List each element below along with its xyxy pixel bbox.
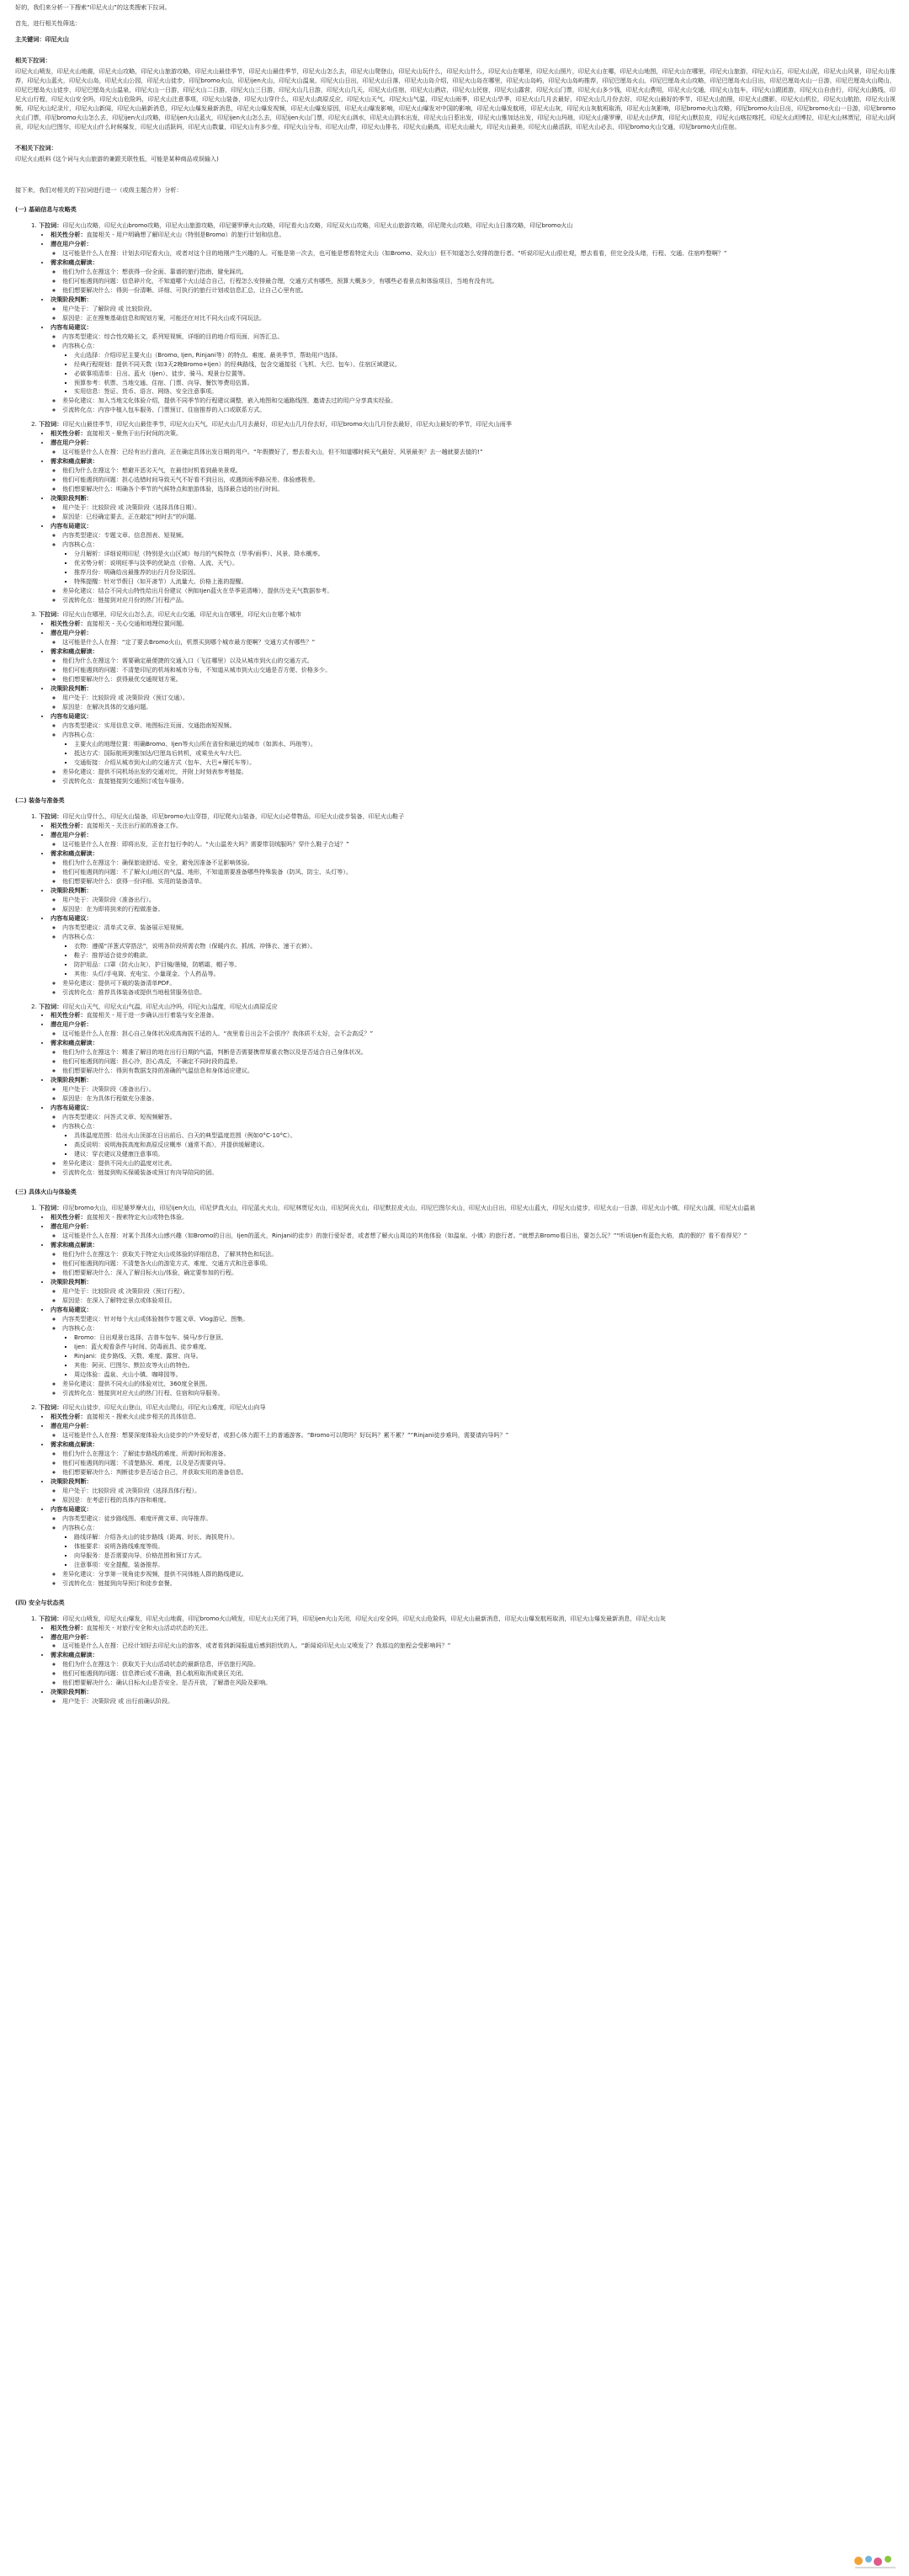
analysis-point bbox=[50, 1278, 896, 1306]
analysis-point-text: 直接相关 - 关心交通和地理位置问题。 bbox=[86, 620, 189, 628]
analysis-point bbox=[50, 647, 896, 684]
main-keyword-value: 印尼火山 bbox=[45, 35, 69, 43]
analysis-point bbox=[50, 629, 896, 647]
analysis-subpoint: ◦ 他们想要解决什么：得到一份清晰、详细、可执行的旅行计划或信息汇总，让自己心里有底。 bbox=[62, 286, 896, 295]
analysis-point bbox=[50, 494, 896, 522]
analysis-point-label: 决策阶段判断： bbox=[50, 1688, 93, 1696]
analysis-subpoint: ◦ 原因是：正在搜集基础信息和规划方案，可能还在对比不同火山或不同玩法。 bbox=[62, 314, 896, 323]
analysis-point bbox=[50, 1422, 896, 1440]
analysis-points bbox=[39, 822, 896, 998]
analysis-point bbox=[50, 914, 896, 998]
analysis-subpoint: ◦ 引流转化点：链接到购买保暖装备或预订有向导陪同的团。 bbox=[62, 1168, 896, 1178]
analysis-point-text: 直接相关 - 用户明确想了解印尼火山（特别是Bromo）的旅行计划和信息。 bbox=[86, 230, 285, 238]
analysis-subpoint: ◦ 用户处于：比较阶段 或 决策阶段（选择具体日期）。 bbox=[62, 503, 896, 513]
analysis-subpoint: ◦ 他们想要解决什么：判断徒步是否适合自己，并获取实用的准备信息。 bbox=[62, 1468, 896, 1477]
analysis-point bbox=[50, 1222, 896, 1241]
analysis-subpoints bbox=[50, 448, 896, 457]
analysis-point-label: 相关性分析： bbox=[50, 620, 87, 628]
analysis-point bbox=[50, 522, 896, 605]
related-heading: 相关下拉词： bbox=[15, 56, 51, 64]
unrelated-note: 印尼火山纸料 (这个词与火山旅游的兼跟关联性低，可能是某种商品或误输入) bbox=[15, 154, 219, 162]
analysis-subpoints bbox=[50, 1287, 896, 1306]
analysis-point bbox=[50, 429, 896, 439]
section-title: (二) 装备与准备类 bbox=[15, 796, 65, 804]
analysis-points bbox=[39, 1011, 896, 1178]
analysis-subpoints bbox=[50, 305, 896, 323]
analysis-points bbox=[39, 620, 896, 786]
content-detail: ▪ 路线详解：介绍各火山的徒步路线（距离、时长、海拔爬升）。 bbox=[74, 1533, 896, 1542]
content-detail-list bbox=[62, 1533, 896, 1570]
analysis-point-text: 直接相关 - 聚焦于出行时间的决策。 bbox=[86, 429, 183, 438]
analysis-subpoint: ◦ 内容类型建议：实用信息文章、地图标注页面、交通指南短视频。 bbox=[62, 721, 896, 731]
analysis-point bbox=[50, 457, 896, 494]
keyword-group-keywords: 印尼火山穿什么，印尼火山装备，印尼bromo火山穿搭，印尼爬火山装备，印尼火山必带物品，印尼火山徒步装备，印尼火山鞋子 bbox=[62, 812, 405, 820]
keyword-group-keywords: 印尼火山天气，印尼火山气温，印尼火山冷吗，印尼火山温度，印尼火山高原反应 bbox=[62, 1002, 278, 1010]
analysis-subpoint: ◦ 原因是：在解决具体的交通问题。 bbox=[62, 703, 896, 712]
analysis-subpoint: ◦ 他们想要解决什么：获得一份详细、实用的装备清单。 bbox=[62, 877, 896, 886]
analysis-points bbox=[39, 1413, 896, 1589]
analysis-point bbox=[50, 1624, 896, 1633]
content-detail: ▪ Ijen：蓝火观看条件与时间、防毒面具、徒步难度。 bbox=[74, 1343, 896, 1352]
keyword-group-label: 下拉词： bbox=[39, 1402, 63, 1411]
analysis-point bbox=[50, 439, 896, 457]
brand-logo bbox=[852, 2552, 901, 2571]
analysis-subpoint: ◦ 这可能是什么人在搜：已经计划好去印尼火山的游客，或者看到新闻报道后感到担忧的人。“新闻说印尼火山又喷发了？我那边的旅程会受影响吗？” bbox=[62, 1642, 896, 1651]
analysis-subpoint: ◦ 这可能是什么人在搜：想要深度体验火山徒步的户外爱好者，或担心体力跟不上的普通游客。“Bromo可以爬吗？好玩吗？累不累？”“Rinjani徒步难吗，需要请向导吗？” bbox=[62, 1431, 896, 1440]
content-detail: ▪ 防护用品：口罩（防火山灰），护目镜/墨镜，防晒霜，帽子等。 bbox=[74, 961, 896, 970]
analysis-subpoint: ◦ 内容类型建议：清单式文章、装备展示短视频。 bbox=[62, 923, 896, 933]
analysis-subpoint: ◦ 他们想要解决什么：确认目标火山是否安全、是否开放，了解潜在风险及影响。 bbox=[62, 1679, 896, 1688]
analysis-subpoint: ◦ 他们可能遇到的问题：不了解火山地区的气温、地形，不知道需要准备哪些特殊装备（防风、防尘、头灯等）。 bbox=[62, 868, 896, 877]
analysis-subpoints bbox=[50, 657, 896, 684]
content-detail-list bbox=[62, 1131, 896, 1159]
analysis-subpoints bbox=[50, 1250, 896, 1278]
analysis-subpoints bbox=[50, 1030, 896, 1039]
analysis-point-text: 直接相关 - 对旅行安全和火山活动状态的关注。 bbox=[86, 1623, 212, 1631]
analysis-subpoints bbox=[50, 333, 896, 416]
spacer bbox=[15, 171, 896, 186]
analysis-subpoint: ◦ 这可能是什么人在搜：即将出发，正在打包行李的人。“火山温差大吗？需要带羽绒服吗？穿什么鞋子合适？” bbox=[62, 840, 896, 849]
analysis-subpoint: ◦ 他们可能遇到的问题：不清楚印尼的机场和城市分布，不知道从城市到火山交通是否方便、价格多少。 bbox=[62, 666, 896, 675]
analysis-point-label: 决策阶段判断： bbox=[50, 295, 93, 303]
analysis-subpoint: ◦ 差异化建议：加入当地文化体验介绍，提供不同季节的行程建议调整，嵌入地图和交通路线图，邀请去过的用户分享真实经验。 bbox=[62, 397, 896, 406]
analysis-subpoint: ◦ 这可能是什么人在搜：对某个具体火山感兴趣（如Bromo的日出，Ijen的蓝火，Rinjani的徒步）的旅行爱好者，或者想了解火山周边的其他体验（如温泉、小镇）的旅行者。“就想去Bromo看日出，要怎么玩？”“听说Ijen有蓝色火焰，真的假的？看不看得见？” bbox=[62, 1232, 896, 1241]
analysis-subpoints bbox=[50, 531, 896, 605]
analysis-subpoint: ◦ 内容类型建议：徒步路线图、难度评测文章、向导推荐。 bbox=[62, 1514, 896, 1524]
analysis-subpoints bbox=[50, 466, 896, 494]
keyword-group-keywords: 印尼bromo火山，印尼婆罗摩火山，印尼ijen火山，印尼伊真火山，印尼蓝火火山，印尼林贾尼火山，印尼阿贡火山，印尼默拉皮火山，印尼巴图尔火山，印尼火山日出，印尼火山蓝火，印尼火山徒步，印尼火山一日游，印尼火山小镇，印尼火山湖，印尼火山温泉 bbox=[62, 1204, 756, 1212]
main-keyword bbox=[15, 35, 896, 45]
analysis-subpoints bbox=[50, 896, 896, 914]
analysis-subpoint: ◦ 他们为什么在搜这个：想避开恶劣天气，在最佳时机看到最美景观。 bbox=[62, 466, 896, 476]
content-detail: ▪ 经典行程规划：提供不同天数（如3天2晚Bromo+Ijen）的经典路线，包含交通接驳（飞机、大巴、包车）、住宿区域建议。 bbox=[74, 360, 896, 370]
keyword-group bbox=[39, 610, 896, 786]
analysis-point bbox=[50, 1688, 896, 1706]
analysis-point-label: 相关性分析： bbox=[50, 821, 87, 829]
keyword-group-label: 下拉词： bbox=[39, 610, 63, 619]
analysis-point-label: 潜在用户分析： bbox=[50, 629, 93, 637]
analysis-subpoint: ◦ 内容核心点： bbox=[62, 540, 896, 550]
analysis-subpoint: ◦ 他们为什么在搜这个：需要确定最便捷的交通入口（飞往哪里）以及从城市到火山的交通方式。 bbox=[62, 657, 896, 666]
logo-icon bbox=[852, 2552, 901, 2571]
content-detail: ▪ 注意事项：安全提醒，装备推荐。 bbox=[74, 1561, 896, 1570]
analysis-point bbox=[50, 1440, 896, 1477]
analysis-subpoint: ◦ 内容类型建议：专题文章、信息图表、短视频。 bbox=[62, 531, 896, 540]
analysis-point-label: 潜在用户分析： bbox=[50, 1632, 93, 1641]
analysis-subpoints bbox=[50, 923, 896, 998]
analysis-subpoint: ◦ 用户处于：比较阶段 或 决策阶段（预订行程）。 bbox=[62, 1287, 896, 1296]
analysis-point bbox=[50, 1011, 896, 1020]
analysis-subpoints bbox=[50, 1660, 896, 1688]
analysis-subpoints bbox=[50, 503, 896, 522]
analysis-subpoint: ◦ 用户处于：比较阶段 或 决策阶段（预订交通）。 bbox=[62, 694, 896, 703]
analysis-subpoint: ◦ 原因是：在深入了解特定景点或体验项目。 bbox=[62, 1296, 896, 1306]
keyword-group bbox=[39, 1204, 896, 1398]
keyword-group-label: 下拉词： bbox=[39, 1614, 63, 1622]
analysis-point-label: 需求和痛点解读： bbox=[50, 1440, 98, 1448]
keyword-group bbox=[39, 420, 896, 605]
analysis-subpoint: ◦ 他们想要解决什么：深入了解目标火山/体验，确定要参加的行程。 bbox=[62, 1269, 896, 1278]
analysis-point bbox=[50, 712, 896, 786]
analysis-point-label: 相关性分析： bbox=[50, 1623, 87, 1631]
content-detail-list bbox=[62, 550, 896, 587]
analysis-subpoints bbox=[50, 1697, 896, 1706]
analysis-subpoint: ◦ 引流转化点：内容中植入包车服务、门票预订、住宿推荐的入口或联系方式。 bbox=[62, 406, 896, 415]
analysis-point bbox=[50, 1477, 896, 1505]
analysis-subpoint: ◦ 原因是：在为即将到来的行程做准备。 bbox=[62, 905, 896, 914]
keyword-group-label: 下拉词： bbox=[39, 812, 63, 820]
analysis-subpoint: ◦ 引流转化点：链接到对应月份的热门行程产品。 bbox=[62, 596, 896, 605]
analysis-subpoint: ◦ 他们想要解决什么：得到有数据支持的准确的气温信息和身体适应建议。 bbox=[62, 1067, 896, 1076]
content-detail: ▪ Bromo：日出观景台选择、吉普车包车、骑马/步行登顶。 bbox=[74, 1333, 896, 1343]
analysis-point-label: 决策阶段判断： bbox=[50, 684, 93, 692]
analysis-point-label: 内容布局建议： bbox=[50, 1104, 93, 1112]
analysis-point-label: 内容布局建议： bbox=[50, 711, 93, 720]
keyword-group-label: 下拉词： bbox=[39, 1002, 63, 1010]
analysis-point-label: 潜在用户分析： bbox=[50, 1020, 93, 1029]
analysis-point bbox=[50, 1104, 896, 1178]
keyword-group-keywords: 印尼火山喷发，印尼火山爆发，印尼火山地震，印尼bromo火山喷发，印尼火山关闭了吗，印尼ijen火山关闭，印尼火山安全吗，印尼火山危险吗，印尼火山最新消息，印尼火山爆发航班取消，印尼火山爆发最新消息，印尼火山灰 bbox=[62, 1614, 667, 1622]
content-detail: ▪ 分月解析：详细说明印尼（特别是火山区域）每月的气候特点（旱季/雨季）、风景、降水概率。 bbox=[74, 550, 896, 559]
analysis-point-label: 需求和痛点解读： bbox=[50, 1651, 98, 1659]
analysis-subpoint: ◦ 这可能是什么人在搜：担心自己身体状况或高海拔不适的人。“夜里看日出会不会很冷？我体质不太好，会不会高反？” bbox=[62, 1030, 896, 1039]
analysis-subpoints bbox=[50, 1487, 896, 1505]
analysis-point-text: 直接相关 - 用于进一步确认出行着装与安全准备。 bbox=[86, 1011, 218, 1019]
content-detail: ▪ 实用信息：签证、货币、语言、网络、安全注意事项。 bbox=[74, 387, 896, 397]
analysis-point bbox=[50, 295, 896, 323]
analysis-subpoint: ◦ 他们为什么在搜这个：确保旅途舒适、安全，避免因准备不足影响体验。 bbox=[62, 859, 896, 868]
analysis-subpoint: ◦ 差异化建议：结合不同火山特性给出月份建议（例如Ijen蓝火在旱季更清晰），提供历史天气数据参考。 bbox=[62, 587, 896, 596]
analysis-point bbox=[50, 849, 896, 886]
content-detail: ▪ 建议：穿衣建议及健康注意事项。 bbox=[74, 1150, 896, 1159]
analysis-subpoint: ◦ 他们想要解决什么：获得最优交通规划方案。 bbox=[62, 675, 896, 684]
unrelated-heading: 不相关下拉词： bbox=[15, 143, 57, 152]
section-title: (一) 基础信息与攻略类 bbox=[15, 205, 77, 213]
analysis-subpoint: ◦ 他们可能遇到的问题：担心冷，担心高反，不确定不同时段的温差。 bbox=[62, 1057, 896, 1067]
analysis-point-label: 相关性分析： bbox=[50, 429, 87, 438]
analysis-subpoint: ◦ 他们想要解决什么：明确各个季节的气候特点和旅游体验，选择最合适的出行时间。 bbox=[62, 485, 896, 494]
analysis-point-text: 直接相关 - 搜索特定火山或特色体验。 bbox=[86, 1213, 189, 1221]
analysis-point-label: 决策阶段判断： bbox=[50, 1278, 93, 1286]
analysis-points bbox=[39, 1213, 896, 1398]
content-detail: ▪ 高反说明：说明海拔高度和高原反应概率（通常不高），并提供缓解建议。 bbox=[74, 1141, 896, 1150]
keyword-group-head bbox=[39, 1003, 896, 1012]
analysis-subpoint: ◦ 这可能是什么人在搜：计划去印尼看火山，或者对这个目的地刚产生兴趣的人。可能是第一次去，也可能是想看特定火山（如Bromo、双火山）但不知道怎么安排的旅行者。“听说印尼火山很壮观，想去看看，但完全没头绪，行程、交通、住宿咋整啊？” bbox=[62, 249, 896, 258]
analysis-point-label: 内容布局建议： bbox=[50, 1504, 93, 1513]
keyword-group-head bbox=[39, 812, 896, 822]
keyword-group-head bbox=[39, 1615, 896, 1624]
keyword-group-head bbox=[39, 1204, 896, 1213]
analysis-subpoints bbox=[50, 268, 896, 295]
content-detail: ▪ 主要火山的地理位置：明确Bromo、Ijen等火山所在省份和最近的城市（如泗水、玛琅等）。 bbox=[74, 740, 896, 749]
intro-paragraph: 好的，我们来分析一下搜索“印尼火山”的这类搜索下拉词。 bbox=[15, 3, 171, 11]
content-detail: ▪ 鞋子：推荐适合徒步的鞋款。 bbox=[74, 951, 896, 961]
keyword-group-keywords: 印尼火山攻略，印尼火山bromo攻略，印尼火山旅游攻略，印尼婆罗摩火山攻略，印尼看火山攻略，印尼双火山攻略，印尼火山旅游攻略，印尼爬火山攻略，印尼火山日落攻略，印尼bromo火山 bbox=[62, 221, 573, 229]
analysis-subpoint: ◦ 他们可能遇到的问题：信息滞后或不准确，担心航班取消或景区关闭。 bbox=[62, 1669, 896, 1679]
content-detail-list bbox=[62, 942, 896, 979]
analysis-point-label: 相关性分析： bbox=[50, 1412, 87, 1420]
analysis-subpoint: ◦ 他们为什么在搜这个：获取关于特定火山或体验的详细信息，了解其特色和玩法。 bbox=[62, 1250, 896, 1259]
analysis-point-label: 需求和痛点解读： bbox=[50, 1039, 98, 1047]
analysis-subpoint: ◦ 原因是：在考虑行程的具体内容和难度。 bbox=[62, 1496, 896, 1505]
analysis-point-label: 决策阶段判断： bbox=[50, 1076, 93, 1084]
keyword-group-keywords: 印尼火山最佳季节，印尼火山最佳季节，印尼火山天气，印尼火山几月去最好，印尼火山几月份去好，印尼bromo火山几月份去最好，印尼火山最好的季节，印尼火山雨季 bbox=[62, 420, 512, 428]
analysis-subpoints bbox=[50, 1514, 896, 1589]
analysis-point bbox=[50, 684, 896, 712]
analysis-subpoints bbox=[50, 1085, 896, 1104]
analysis-point-label: 决策阶段判断： bbox=[50, 886, 93, 894]
keyword-group-keywords: 印尼火山在哪里，印尼火山怎么去，印尼火山交通，印尼火山在哪里，印尼火山在哪个城市 bbox=[62, 610, 302, 619]
analysis-subpoints bbox=[50, 638, 896, 647]
intro-paragraph: 首先，进行相关性筛选： bbox=[15, 19, 82, 27]
analysis-point-label: 内容布局建议： bbox=[50, 322, 93, 331]
keyword-group bbox=[39, 1403, 896, 1589]
analysis-point bbox=[50, 1213, 896, 1222]
keyword-group-label: 下拉词： bbox=[39, 420, 63, 428]
keyword-group-list bbox=[15, 221, 896, 786]
content-detail-list bbox=[62, 351, 896, 397]
content-detail: ▪ 推荐月份：明确给出最推荐的出行月份及原因。 bbox=[74, 568, 896, 577]
analysis-subpoint: ◦ 用户处于：了解阶段 或 比较阶段。 bbox=[62, 305, 896, 314]
analysis-point-label: 相关性分析： bbox=[50, 1213, 87, 1221]
analysis-subpoint: ◦ 差异化建议：分享第一视角徒步视频，提供不同体能人群的路线建议。 bbox=[62, 1570, 896, 1579]
section-title: (三) 具体火山与体验类 bbox=[15, 1188, 77, 1196]
analysis-subpoint: ◦ 内容核心点： bbox=[62, 1324, 896, 1333]
analysis-point-label: 内容布局建议： bbox=[50, 1306, 93, 1314]
analysis-subpoint: ◦ 他们可能遇到的问题：不清楚各火山的游览方式、难度、交通方式和注意事项。 bbox=[62, 1259, 896, 1269]
keyword-group bbox=[39, 1003, 896, 1179]
content-detail: ▪ 衣物：遵循“洋葱式穿搭法”，说明各阶段所需衣物（保暖内衣、抓绒、冲锋衣、速干衣裤）。 bbox=[74, 942, 896, 951]
analysis-subpoint: ◦ 内容类型建议：针对每个火山或体验制作专题文章、Vlog游记、图集。 bbox=[62, 1315, 896, 1324]
analysis-subpoint: ◦ 内容核心点： bbox=[62, 342, 896, 351]
analysis-point bbox=[50, 886, 896, 914]
analysis-point-label: 需求和痛点解读： bbox=[50, 457, 98, 466]
analysis-point-label: 需求和痛点解读： bbox=[50, 647, 98, 656]
analysis-subpoints bbox=[50, 1431, 896, 1440]
analysis-point-label: 需求和痛点解读： bbox=[50, 1241, 98, 1249]
analysis-subpoint: ◦ 他们为什么在搜这个：获取关于火山活动状态的最新信息，评估旅行风险。 bbox=[62, 1660, 896, 1669]
keyword-group-head bbox=[39, 221, 896, 231]
analysis-subpoint: ◦ 差异化建议：提供可下载的装备清单PDF。 bbox=[62, 979, 896, 988]
analysis-point bbox=[50, 1039, 896, 1076]
content-detail: ▪ 具体温度范围：给出火山顶部在日出前后、白天的典型温度范围（例如0°C-10°C）。 bbox=[74, 1131, 896, 1141]
analysis-point bbox=[50, 1413, 896, 1422]
analysis-subpoints bbox=[50, 840, 896, 849]
analysis-point-label: 潜在用户分析： bbox=[50, 1222, 93, 1231]
analysis-subpoint: ◦ 内容核心点： bbox=[62, 731, 896, 740]
analysis-subpoints bbox=[50, 249, 896, 258]
analysis-subpoint: ◦ 内容类型建议：综合性攻略长文，系列短视频，详细的目的地介绍页面，问答汇总。 bbox=[62, 333, 896, 342]
keyword-group-keywords: 印尼火山徒步，印尼火山登山，印尼火山爬山，印尼火山难度，印尼火山向导 bbox=[62, 1402, 266, 1411]
keyword-group-head bbox=[39, 420, 896, 429]
analysis-subpoints bbox=[50, 1232, 896, 1241]
analysis-point bbox=[50, 1076, 896, 1104]
analysis-subpoint: ◦ 用户处于：比较阶段 或 决策阶段（选择具体行程）。 bbox=[62, 1487, 896, 1496]
analysis-subpoint: ◦ 差异化建议：提供不同火山的体验对比，360度全景图。 bbox=[62, 1380, 896, 1389]
analysis-subpoint: ◦ 他们为什么在搜这个：了解徒步路线的难度、所需时间和准备。 bbox=[62, 1450, 896, 1459]
content-detail: ▪ Rinjani：徒步路线、天数、难度、露营、向导。 bbox=[74, 1352, 896, 1361]
analysis-subpoints bbox=[50, 1315, 896, 1398]
keyword-group-head bbox=[39, 1403, 896, 1413]
analysis-point bbox=[50, 1633, 896, 1652]
related-keywords: 印尼火山喷发，印尼火山地震，印尼火山攻略，印尼火山旅游攻略，印尼火山最佳季节，印尼火山最佳季节，印尼火山怎么去，印尼火山爬登山，印尼火山玩什么，印尼火山什么，印尼火山在哪里，印尼火山照片，印尼火山在哪，印尼火山地图，印尼火山在哪里，印尼火山旅游，印尼火山石，印尼火山泥，印尼火山风景，印尼火山推荐，印尼火山蓝火，印尼火山岛，印尼火山公园，印尼火山徒步，印尼bromo火山，印尼ijen火山，印尼火山温泉，印尼火山日出，印尼火山日落，印尼火山岛介绍，印尼火山岛在哪里，印尼火山岛屿，印尼火山岛屿推荐，印尼巴厘岛火山，印尼巴厘岛火山攻略，印尼巴厘岛火山日出，印尼巴厘岛火山一日游，印尼巴厘岛火山爬山，印尼巴厘岛火山徒步，印尼巴厘岛火山温泉，印尼火山一日游，印尼火山二日游，印尼火山三日游，印尼火山几日游，印尼火山几天，印尼火山住宿，印尼火山酒店，印尼火山民宿，印尼火山露营，印尼火山门票，印尼火山多少钱，印尼火山费用，印尼火山交通，印尼火山包车，印尼火山跟团游，印尼火山自由行，印尼火山路线，印尼火山行程，印尼火山安全吗，印尼火山危险吗，印尼火山注意事项，印尼火山装备，印尼火山穿什么，印尼火山高原反应，印尼火山天气，印尼火山气温，印尼火山雨季，印尼火山旱季，印尼火山几月去最好，印尼火山几月份去好，印尼火山最好的季节，印尼火山拍照，印尼火山摄影，印尼火山机位，印尼火山航拍，印尼火山视频，印尼火山纪录片，印尼火山新闻，印尼火山最新消息，印尼火山爆发最新消息，印尼火山爆发视频，印尼火山爆发原因，印尼火山爆发影响，印尼火山爆发对中国的影响，印尼火山爆发航班，印尼火山灰，印尼火山灰航班取消，印尼火山灰影响，印尼bromo火山攻略，印尼bromo火山日出，印尼bromo火山一日游，印尼bromo火山门票，印尼bromo火山怎么去，印尼ijen火山攻略，印尼ijen火山蓝火，印尼ijen火山怎么去，印尼ijen火山门票，印尼火山泗水，印尼火山泗水出发，印尼火山日惹出发，印尼火山雅加达出发，印尼火山玛琅，印尼火山婆罗摩，印尼火山伊真，印尼火山默拉皮，印尼火山喀拉喀托，印尼火山坦博拉，印尼火山林贾尼，印尼火山阿贡，印尼火山巴图尔，印尼火山什么时候爆发，印尼火山活跃吗，印尼火山数量，印尼火山有多少座，印尼火山分布，印尼火山带，印尼火山排名，印尼火山最高，印尼火山最大，印尼火山最美，印尼火山最活跃，印尼火山必去，印尼bromo火山交通，印尼bromo火山住宿。 bbox=[15, 67, 896, 130]
analysis-point-label: 需求和痛点解读： bbox=[50, 258, 98, 266]
analysis-point-label: 潜在用户分析： bbox=[50, 830, 93, 838]
analysis-point bbox=[50, 1306, 896, 1398]
analysis-point-label: 相关性分析： bbox=[50, 1011, 87, 1019]
content-detail: ▪ 向导服务：是否需要向导、价格范围和预订方式。 bbox=[74, 1551, 896, 1561]
analysis-subpoint: ◦ 原因是：在为具体行程做充分准备。 bbox=[62, 1094, 896, 1104]
analysis-point bbox=[50, 620, 896, 629]
analysis-point bbox=[50, 323, 896, 416]
content-detail: ▪ 其他：头灯/手电筒、充电宝、小量现金、个人药品等。 bbox=[74, 970, 896, 979]
analysis-subpoint: ◦ 用户处于：决策阶段（准备出行）。 bbox=[62, 1085, 896, 1094]
analysis-point bbox=[50, 258, 896, 295]
analysis-subpoints bbox=[50, 859, 896, 886]
analysis-point-label: 相关性分析： bbox=[50, 230, 87, 238]
analysis-subpoint: ◦ 引流转化点：链接到向导预订和徒步套餐。 bbox=[62, 1579, 896, 1589]
analysis-subpoint: ◦ 原因是：已经确定要去，正在敲定“何时去”的问题。 bbox=[62, 513, 896, 522]
analysis-lead: 接下来，我们对相关的下拉词进行进一（或级主题合并）分析： bbox=[15, 185, 183, 194]
analysis-point-text: 直接相关 - 关注出行前的准备工作。 bbox=[86, 821, 183, 829]
analysis-point bbox=[50, 822, 896, 831]
analysis-point-label: 决策阶段判断： bbox=[50, 494, 93, 503]
content-detail: ▪ 必做事项清单：日出、蓝火（Ijen）、徒步、骑马、观景台位置等。 bbox=[74, 370, 896, 379]
analysis-point bbox=[50, 1241, 896, 1278]
content-detail: ▪ 抵达方式：国际航班到雅加达/巴厘岛后转机，或乘坐火车/大巴。 bbox=[74, 749, 896, 758]
main-keyword-label: 主关键词： bbox=[15, 35, 45, 43]
analysis-subpoint: ◦ 内容核心点： bbox=[62, 1524, 896, 1533]
analysis-points bbox=[39, 1624, 896, 1707]
analysis-subpoint: ◦ 他们可能遇到的问题：不清楚路况、难度，以及是否需要向导。 bbox=[62, 1459, 896, 1468]
analysis-subpoint: ◦ 这可能是什么人在搜：“定了要去Bromo火山，机票买到哪个城市最方便啊？交通方式有哪些？” bbox=[62, 638, 896, 647]
analysis-subpoint: ◦ 差异化建议：提供不同火山的温度对比表。 bbox=[62, 1159, 896, 1168]
analysis-point bbox=[50, 231, 896, 240]
keyword-group bbox=[39, 1615, 896, 1707]
analysis-subpoint: ◦ 这可能是什么人在搜：已经有出行意向，正在确定具体出发日期的用户。“年假攒好了，想去看火山，但不知道哪时候天气最好，风景最美？去一趟就要去值的!” bbox=[62, 448, 896, 457]
keyword-group-label: 下拉词： bbox=[39, 1204, 63, 1212]
analysis-point-label: 内容布局建议： bbox=[50, 522, 93, 530]
analysis-point-label: 潜在用户分析： bbox=[50, 239, 93, 247]
analysis-point bbox=[50, 240, 896, 258]
content-detail-list bbox=[62, 1333, 896, 1380]
content-detail: ▪ 火山选择：介绍印尼主要火山（Bromo, Ijen, Rinjani等）的特点、难度、最美季节，帮助用户选择。 bbox=[74, 351, 896, 360]
analysis-point-label: 需求和痛点解读： bbox=[50, 849, 98, 857]
analysis-subpoints bbox=[50, 1642, 896, 1651]
analysis-subpoint: ◦ 内容核心点： bbox=[62, 1122, 896, 1131]
content-detail: ▪ 体能要求：说明各路线难度等级。 bbox=[74, 1542, 896, 1551]
content-detail: ▪ 特殊提醒：针对节假日（如开斋节）人流量大、价格上涨的提醒。 bbox=[74, 577, 896, 587]
analysis-subpoint: ◦ 内容类型建议：问答式文章、短视频解答。 bbox=[62, 1113, 896, 1122]
analysis-subpoint: ◦ 他们可能遇到的问题：担心选错时间导致天气不好看不到日出，或遇到雨季路况差、体验感极差。 bbox=[62, 476, 896, 485]
section-title: (四) 安全与状态类 bbox=[15, 1598, 65, 1606]
keyword-group bbox=[39, 812, 896, 998]
analysis-subpoint: ◦ 他们为什么在搜这个：想获得一份全面、靠谱的旅行指南，避免踩坑。 bbox=[62, 268, 896, 277]
analysis-subpoints bbox=[50, 1450, 896, 1477]
keyword-group-list bbox=[15, 812, 896, 1178]
analysis-subpoint: ◦ 引流转化点：推荐具体装备或提供当地租赁服务信息。 bbox=[62, 988, 896, 998]
analysis-subpoint: ◦ 引流转化点：链接到对应火山的热门行程、住宿和向导服务。 bbox=[62, 1389, 896, 1398]
content-detail-list bbox=[62, 740, 896, 768]
analysis-point-text: 直接相关 - 搜索火山徒步相关的具体信息。 bbox=[86, 1412, 200, 1420]
analysis-point-label: 决策阶段判断： bbox=[50, 1477, 93, 1485]
analysis-subpoint: ◦ 用户处于：决策阶段（准备出行）。 bbox=[62, 896, 896, 905]
analysis-point bbox=[50, 1020, 896, 1039]
analysis-subpoints bbox=[50, 694, 896, 712]
analysis-point bbox=[50, 831, 896, 849]
content-detail: ▪ 预算参考：机票、当地交通、住宿、门票、向导、餐饮等费用估算。 bbox=[74, 379, 896, 388]
analysis-subpoints bbox=[50, 1113, 896, 1178]
analysis-point bbox=[50, 1505, 896, 1589]
analysis-subpoint: ◦ 用户处于：决策阶段 或 出行前确认阶段。 bbox=[62, 1697, 896, 1706]
analysis-subpoint: ◦ 内容核心点： bbox=[62, 933, 896, 942]
analysis-point-label: 潜在用户分析： bbox=[50, 1421, 93, 1429]
analysis-subpoint: ◦ 他们为什么在搜这个：精准了解目的地在出行日期的气温，判断是否需要携带厚重衣物以及是否适合自己身体状况。 bbox=[62, 1048, 896, 1057]
analysis-point-label: 潜在用户分析： bbox=[50, 439, 93, 447]
analysis-subpoints bbox=[50, 1048, 896, 1076]
content-detail: ▪ 交通衔接：介绍从城市到火山的交通方式（包车、大巴+摩托车等）。 bbox=[74, 758, 896, 768]
analysis-points bbox=[39, 429, 896, 605]
content-detail: ▪ 周边体验：温泉、火山小镇、咖啡园等。 bbox=[74, 1370, 896, 1380]
analysis-points bbox=[39, 231, 896, 416]
analysis-point bbox=[50, 1651, 896, 1688]
analysis-subpoints bbox=[50, 721, 896, 786]
analysis-point-label: 内容布局建议： bbox=[50, 913, 93, 922]
analysis-subpoint: ◦ 他们可能遇到的问题：信息碎片化，不知道哪个火山适合自己，行程怎么安排最合理，交通方式有哪些，预算大概多少，有哪些必看景点和体验项目，当地有没有坑。 bbox=[62, 277, 896, 286]
content-detail: ▪ 其他：阿贡、巴图尔、默拉皮等火山的特色。 bbox=[74, 1361, 896, 1370]
keyword-group bbox=[39, 221, 896, 416]
analysis-subpoint: ◦ 引流转化点：直接链接到交通预订或包车服务。 bbox=[62, 777, 896, 786]
keyword-group-list bbox=[15, 1204, 896, 1588]
analysis-subpoint: ◦ 差异化建议：提供不同机场出发的交通对比，并附上时刻表参考链接。 bbox=[62, 768, 896, 777]
keyword-group-head bbox=[39, 610, 896, 620]
content-detail: ▪ 优劣势分析：说明旺季与淡季的优缺点（价格、人流、天气）。 bbox=[74, 559, 896, 568]
keyword-group-list bbox=[15, 1615, 896, 1707]
keyword-group-label: 下拉词： bbox=[39, 221, 63, 229]
